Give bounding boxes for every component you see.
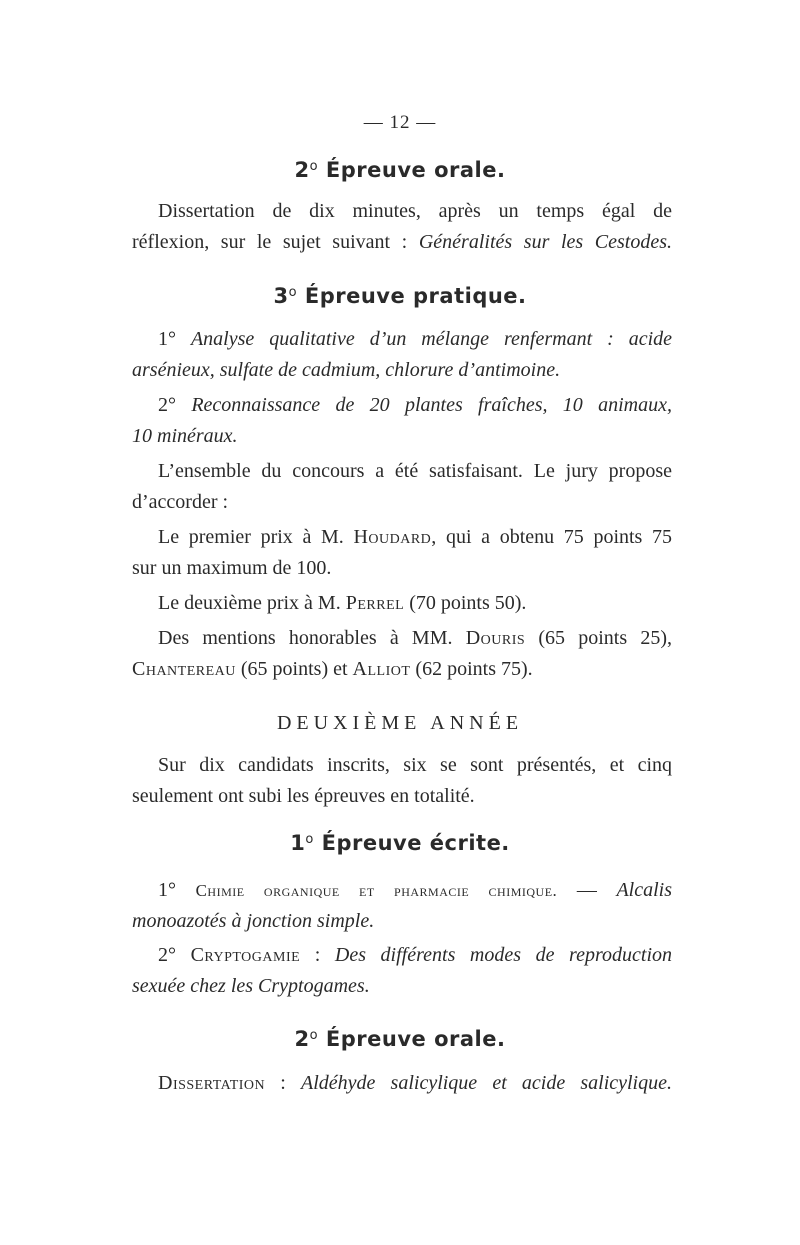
text-run: Des mentions honorables à MM.	[158, 627, 466, 649]
italic-run: 10 minéraux.	[132, 425, 238, 447]
item-number: 1°	[158, 328, 176, 350]
heading-text: Épreuve orale.	[325, 158, 506, 182]
text-run: , qui a obtenu 75 points 75	[431, 526, 672, 548]
text-run: —	[557, 879, 617, 901]
heading-ordinal: o	[309, 1028, 319, 1043]
laureate-name: Perrel	[345, 592, 405, 614]
heading-ordinal: o	[288, 285, 298, 300]
list-item	[158, 940, 672, 971]
heading-ordinal: o	[305, 832, 314, 847]
paragraph-line: seulement ont subi les épreuves en totalité.	[132, 785, 475, 807]
text-run: (65 points 25),	[525, 627, 672, 649]
paragraph-line	[158, 588, 672, 619]
laureate-name: Houdard	[353, 526, 432, 548]
italic-run: Reconnaissance de 20 plantes fraîches, 10 animaux,	[191, 394, 672, 416]
item-number: 1°	[158, 879, 176, 901]
italic-run: Analyse qualitative d’un mélange renfermant : acide	[190, 328, 672, 350]
text-run: (65 points) et	[235, 658, 353, 680]
subject-name: Dissertation	[158, 1072, 266, 1094]
paragraph-line: Sur dix candidats inscrits, six se sont présentés, et cinq	[158, 754, 672, 776]
heading-text: Épreuve orale.	[325, 1027, 506, 1051]
subject-name: Cryptogamie	[190, 944, 301, 966]
heading-epreuve-orale-1	[0, 158, 800, 182]
italic-run: arsénieux, sulfate de cadmium, chlorure d’antimoine.	[132, 359, 561, 381]
heading-number: 2	[294, 1027, 310, 1051]
heading-epreuve-pratique	[0, 284, 800, 308]
laureate-name: Alliot	[352, 658, 411, 680]
paragraph-line: Dissertation de dix minutes, après un temps égal de	[158, 200, 672, 222]
paragraph-line: L’ensemble du concours a été satisfaisant. Le jury propose	[158, 460, 672, 482]
italic-run: Généralités sur les Cestodes.	[418, 231, 673, 253]
text-run: réflexion, sur le sujet suivant :	[132, 231, 419, 253]
page-number: — 12 —	[363, 112, 437, 133]
list-item-continuation	[132, 421, 672, 452]
italic-run: Des différents modes de reproduction	[334, 944, 672, 966]
paragraph-line: d’accorder :	[132, 491, 229, 513]
heading-number: 2	[294, 158, 310, 182]
text-run: :	[300, 944, 335, 966]
list-item	[158, 324, 672, 355]
paragraph-line: sur un maximum de 100.	[132, 557, 332, 579]
italic-run: Alcalis	[616, 879, 672, 901]
list-item-continuation	[132, 971, 672, 1002]
italic-run: Aldéhyde salicylique et acide salicylique.	[301, 1072, 672, 1094]
list-item	[158, 875, 672, 906]
paragraph-line	[132, 654, 672, 685]
paragraph-line	[132, 227, 672, 258]
laureate-name: Douris	[465, 627, 526, 649]
text-run: (70 points 50).	[404, 592, 527, 614]
text-run: :	[265, 1072, 301, 1094]
heading-text: Épreuve écrite.	[321, 831, 510, 855]
paragraph-line	[158, 522, 672, 553]
subject-name: Chimie organique et pharmacie chimique.	[195, 881, 558, 900]
item-number: 2°	[158, 944, 176, 966]
list-item	[158, 390, 672, 421]
list-item-continuation	[132, 906, 672, 937]
paragraph-line	[158, 1068, 672, 1099]
laureate-name: Chantereau	[132, 658, 236, 680]
heading-ordinal: o	[309, 159, 319, 174]
section-title: DEUXIÈME ANNÉE	[276, 712, 524, 734]
italic-run: monoazotés à jonction simple.	[132, 910, 375, 932]
heading-text: Épreuve pratique.	[304, 284, 527, 308]
text-run: Le deuxième prix à M.	[158, 592, 346, 614]
heading-number: 3	[273, 284, 289, 308]
paragraph-line	[158, 623, 672, 654]
item-number: 2°	[158, 394, 176, 416]
text-run: (62 points 75).	[410, 658, 533, 680]
heading-number: 1	[290, 831, 306, 855]
heading-epreuve-ecrite	[0, 831, 800, 855]
italic-run: sexuée chez les Cryptogames.	[132, 975, 370, 997]
heading-epreuve-orale-2	[0, 1027, 800, 1051]
list-item-continuation	[132, 355, 672, 386]
text-run: Le premier prix à M.	[158, 526, 354, 548]
